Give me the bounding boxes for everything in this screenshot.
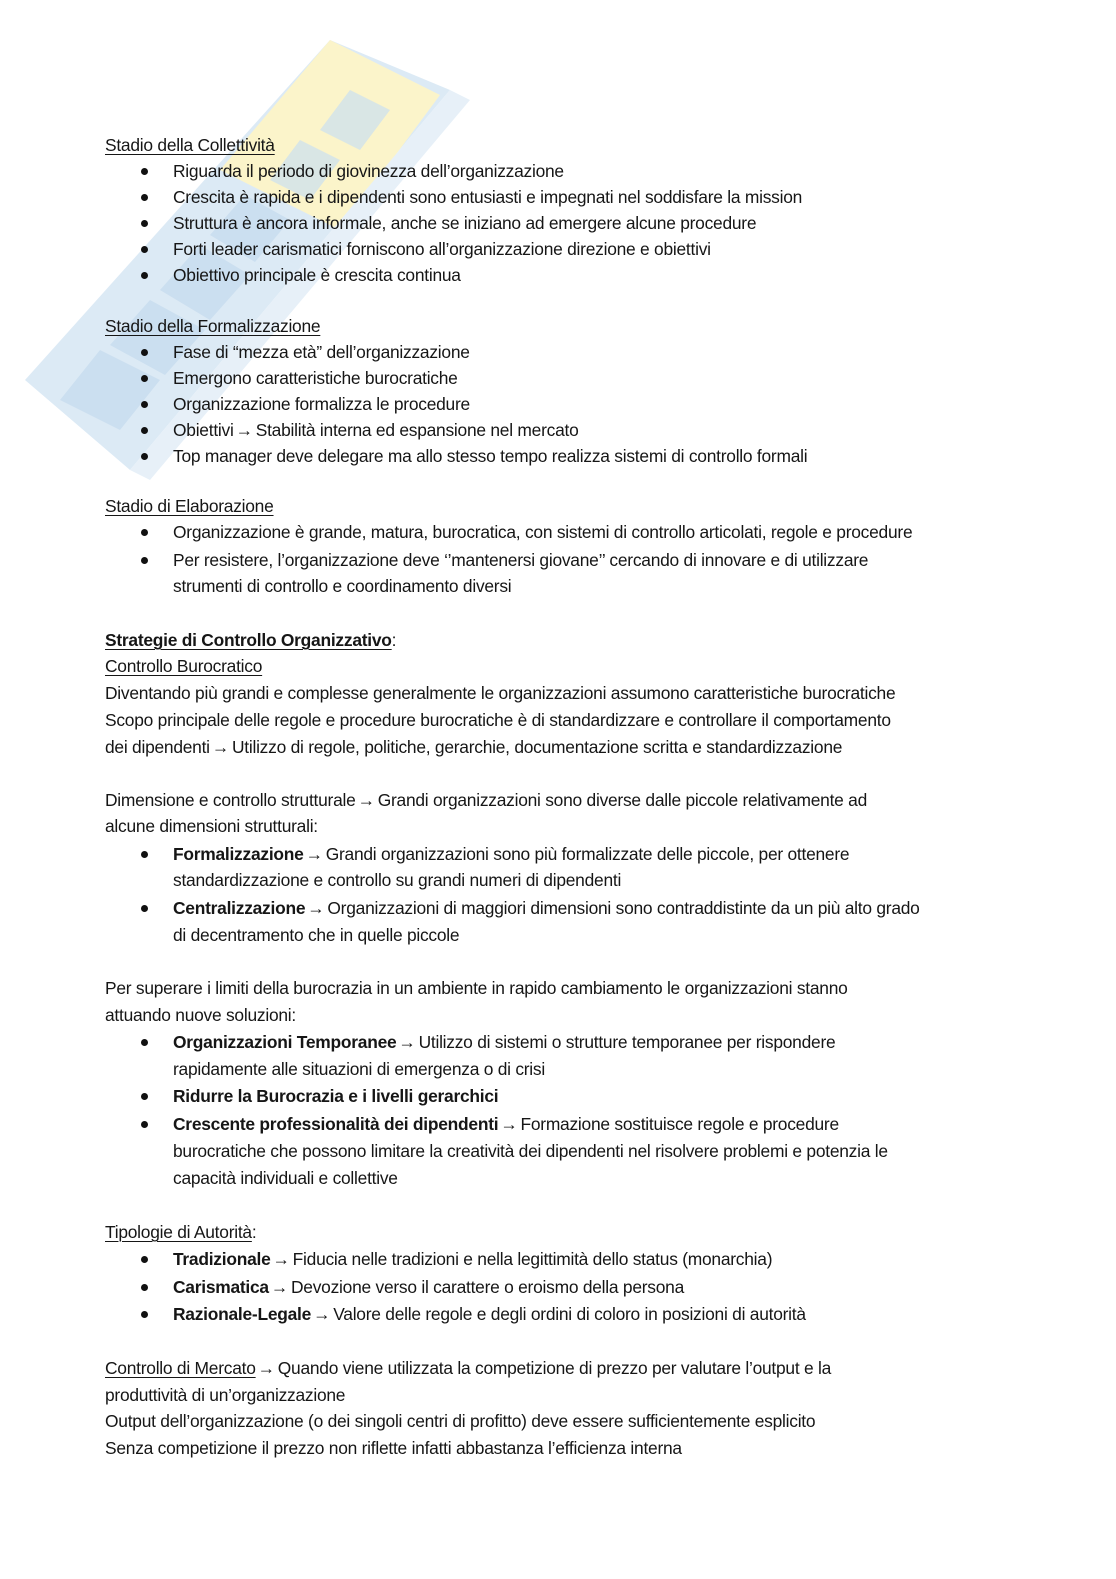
arrow-right-icon: → <box>270 1277 288 1297</box>
item-lead: Obiettivi <box>173 420 234 440</box>
list-item <box>173 1276 684 1298</box>
bullet-icon <box>140 419 150 441</box>
list-item: Struttura è ancora informale, anche se iniziano ad emergere alcune procedure <box>173 213 757 233</box>
section-heading-formalizzazione: Stadio della Formalizzazione <box>105 316 321 336</box>
bullet-icon <box>140 367 150 389</box>
list-item-continuation: di decentramento che in quelle piccole <box>173 925 460 945</box>
list-item: Top manager deve delegare ma allo stesso tempo realizza sistemi di controllo formali <box>173 446 808 466</box>
paragraph-line <box>105 1357 831 1379</box>
line-rest: Utilizzo di regole, politiche, gerarchie, documentazione scritta e standardizzazione <box>231 737 843 757</box>
paragraph-line <box>105 789 867 811</box>
list-item: Obiettivo principale è crescita continua <box>173 265 461 285</box>
bullet-icon <box>140 549 150 571</box>
arrow-right-icon: → <box>313 1304 331 1324</box>
section-heading-strategie <box>105 629 396 651</box>
mercato-heading-text: Controllo di Mercato <box>105 1358 256 1378</box>
arrow-right-icon: → <box>272 1249 290 1269</box>
list-item <box>173 1303 806 1325</box>
item-term: Formalizzazione <box>173 844 304 864</box>
bullet-icon <box>140 1031 150 1053</box>
list-item-continuation: rapidamente alle situazioni di emergenza o di crisi <box>173 1059 545 1079</box>
item-text: Utilizzo di sistemi o strutture temporanee per rispondere <box>418 1032 836 1052</box>
paragraph-line: Diventando più grandi e complesse generalmente le organizzazioni assumono caratteristiche burocratiche <box>105 683 896 703</box>
arrow-right-icon: → <box>257 1358 275 1378</box>
item-term: Crescente professionalità dei dipendenti <box>173 1114 499 1134</box>
list-item: Fase di “mezza età” dell’organizzazione <box>173 342 470 362</box>
bullet-icon <box>140 843 150 865</box>
bullet-icon <box>140 186 150 208</box>
paragraph-line: attuando nuove soluzioni: <box>105 1005 296 1025</box>
item-term: Carismatica <box>173 1277 269 1297</box>
bullet-icon <box>140 445 150 467</box>
bullet-icon <box>140 897 150 919</box>
list-item: Riguarda il periodo di giovinezza dell’organizzazione <box>173 161 564 181</box>
list-item <box>173 1113 839 1135</box>
item-text: Devozione verso il carattere o eroismo della persona <box>291 1277 684 1297</box>
paragraph-line: Output dell’organizzazione (o dei singoli centri di profitto) deve essere sufficientemente esplicito <box>105 1411 816 1431</box>
list-item: Organizzazione formalizza le procedure <box>173 394 470 414</box>
bullet-icon <box>140 393 150 415</box>
line-lead: dei dipendenti <box>105 737 210 757</box>
list-item: Emergono caratteristiche burocratiche <box>173 368 458 388</box>
bullet-icon <box>140 238 150 260</box>
item-text: Fiducia nelle tradizioni e nella legittimità dello status (monarchia) <box>292 1249 773 1269</box>
paragraph-line: Scopo principale delle regole e procedure burocratiche è di standardizzare e controllare il comportamento <box>105 710 891 730</box>
item-text: Stabilità interna ed espansione nel mercato <box>255 420 579 440</box>
subheading-controllo-burocratico: Controllo Burocratico <box>105 656 263 676</box>
list-item: Per resistere, l’organizzazione deve ‘’mantenersi giovane’’ cercando di innovare e di utilizzare <box>173 550 869 570</box>
list-item: Organizzazione è grande, matura, burocratica, con sistemi di controllo articolati, regole e procedure <box>173 522 913 542</box>
list-item <box>173 1031 835 1053</box>
bullet-icon <box>140 160 150 182</box>
arrow-right-icon: → <box>307 898 325 918</box>
list-item-continuation: burocratiche che possono limitare la creatività dei dipendenti nel risolvere problemi e potenzia le <box>173 1141 888 1161</box>
list-item <box>173 419 579 441</box>
bullet-icon <box>140 264 150 286</box>
line-lead: Dimensione e controllo strutturale <box>105 790 356 810</box>
arrow-right-icon: → <box>305 844 323 864</box>
arrow-right-icon: → <box>235 420 253 440</box>
item-text: Formazione sostituisce regole e procedure <box>520 1114 839 1134</box>
bullet-icon <box>140 1085 150 1107</box>
item-text: Organizzazioni di maggiori dimensioni sono contraddistinte da un più alto grado <box>327 898 920 918</box>
section-heading-elaborazione: Stadio di Elaborazione <box>105 496 274 516</box>
bullet-icon <box>140 1276 150 1298</box>
bullet-icon <box>140 1113 150 1135</box>
strategie-heading-text: Strategie di Controllo Organizzativo <box>105 630 392 650</box>
list-item <box>173 1248 772 1270</box>
section-heading-autorita <box>105 1221 256 1243</box>
list-item-continuation: standardizzazione e controllo su grandi numeri di dipendenti <box>173 870 622 890</box>
heading-colon: : <box>251 1222 257 1242</box>
item-term: Razionale-Legale <box>173 1304 312 1324</box>
bullet-icon <box>140 212 150 234</box>
paragraph-line: alcune dimensioni strutturali: <box>105 816 318 836</box>
bullet-icon <box>140 1248 150 1270</box>
arrow-right-icon: → <box>500 1114 518 1134</box>
heading-colon: : <box>391 630 397 650</box>
paragraph-line: Senza competizione il prezzo non riflette infatti abbastanza l’efficienza interna <box>105 1438 682 1458</box>
line-rest: Grandi organizzazioni sono diverse dalle piccole relativamente ad <box>377 790 868 810</box>
line-rest: Quando viene utilizzata la competizione di prezzo per valutare l’output e la <box>277 1358 832 1378</box>
item-text: Grandi organizzazioni sono più formalizzate delle piccole, per ottenere <box>325 844 850 864</box>
paragraph-line: Per superare i limiti della burocrazia in un ambiente in rapido cambiamento le organizzazioni stanno <box>105 978 848 998</box>
bullet-icon <box>140 521 150 543</box>
list-item-continuation: capacità individuali e collettive <box>173 1168 398 1188</box>
item-text: Valore delle regole e degli ordini di coloro in posizioni di autorità <box>333 1304 806 1324</box>
list-item: Forti leader carismatici forniscono all’organizzazione direzione e obiettivi <box>173 239 711 259</box>
item-term: Centralizzazione <box>173 898 306 918</box>
arrow-right-icon: → <box>398 1032 416 1052</box>
paragraph-line <box>105 736 842 758</box>
arrow-right-icon: → <box>211 737 229 757</box>
autorita-heading-text: Tipologie di Autorità <box>105 1222 252 1242</box>
item-term: Tradizionale <box>173 1249 271 1269</box>
bullet-icon <box>140 1303 150 1325</box>
arrow-right-icon: → <box>357 790 375 810</box>
bullet-icon <box>140 341 150 363</box>
list-item <box>173 843 849 865</box>
item-term: Organizzazioni Temporanee <box>173 1032 397 1052</box>
list-item <box>173 897 920 919</box>
list-item-continuation: strumenti di controllo e coordinamento diversi <box>173 576 512 596</box>
section-heading-collettivita: Stadio della Collettività <box>105 135 275 155</box>
list-item: Ridurre la Burocrazia e i livelli gerarchici <box>173 1086 499 1106</box>
list-item: Crescita è rapida e i dipendenti sono entusiasti e impegnati nel soddisfare la mission <box>173 187 803 207</box>
paragraph-line: produttività di un’organizzazione <box>105 1385 346 1405</box>
